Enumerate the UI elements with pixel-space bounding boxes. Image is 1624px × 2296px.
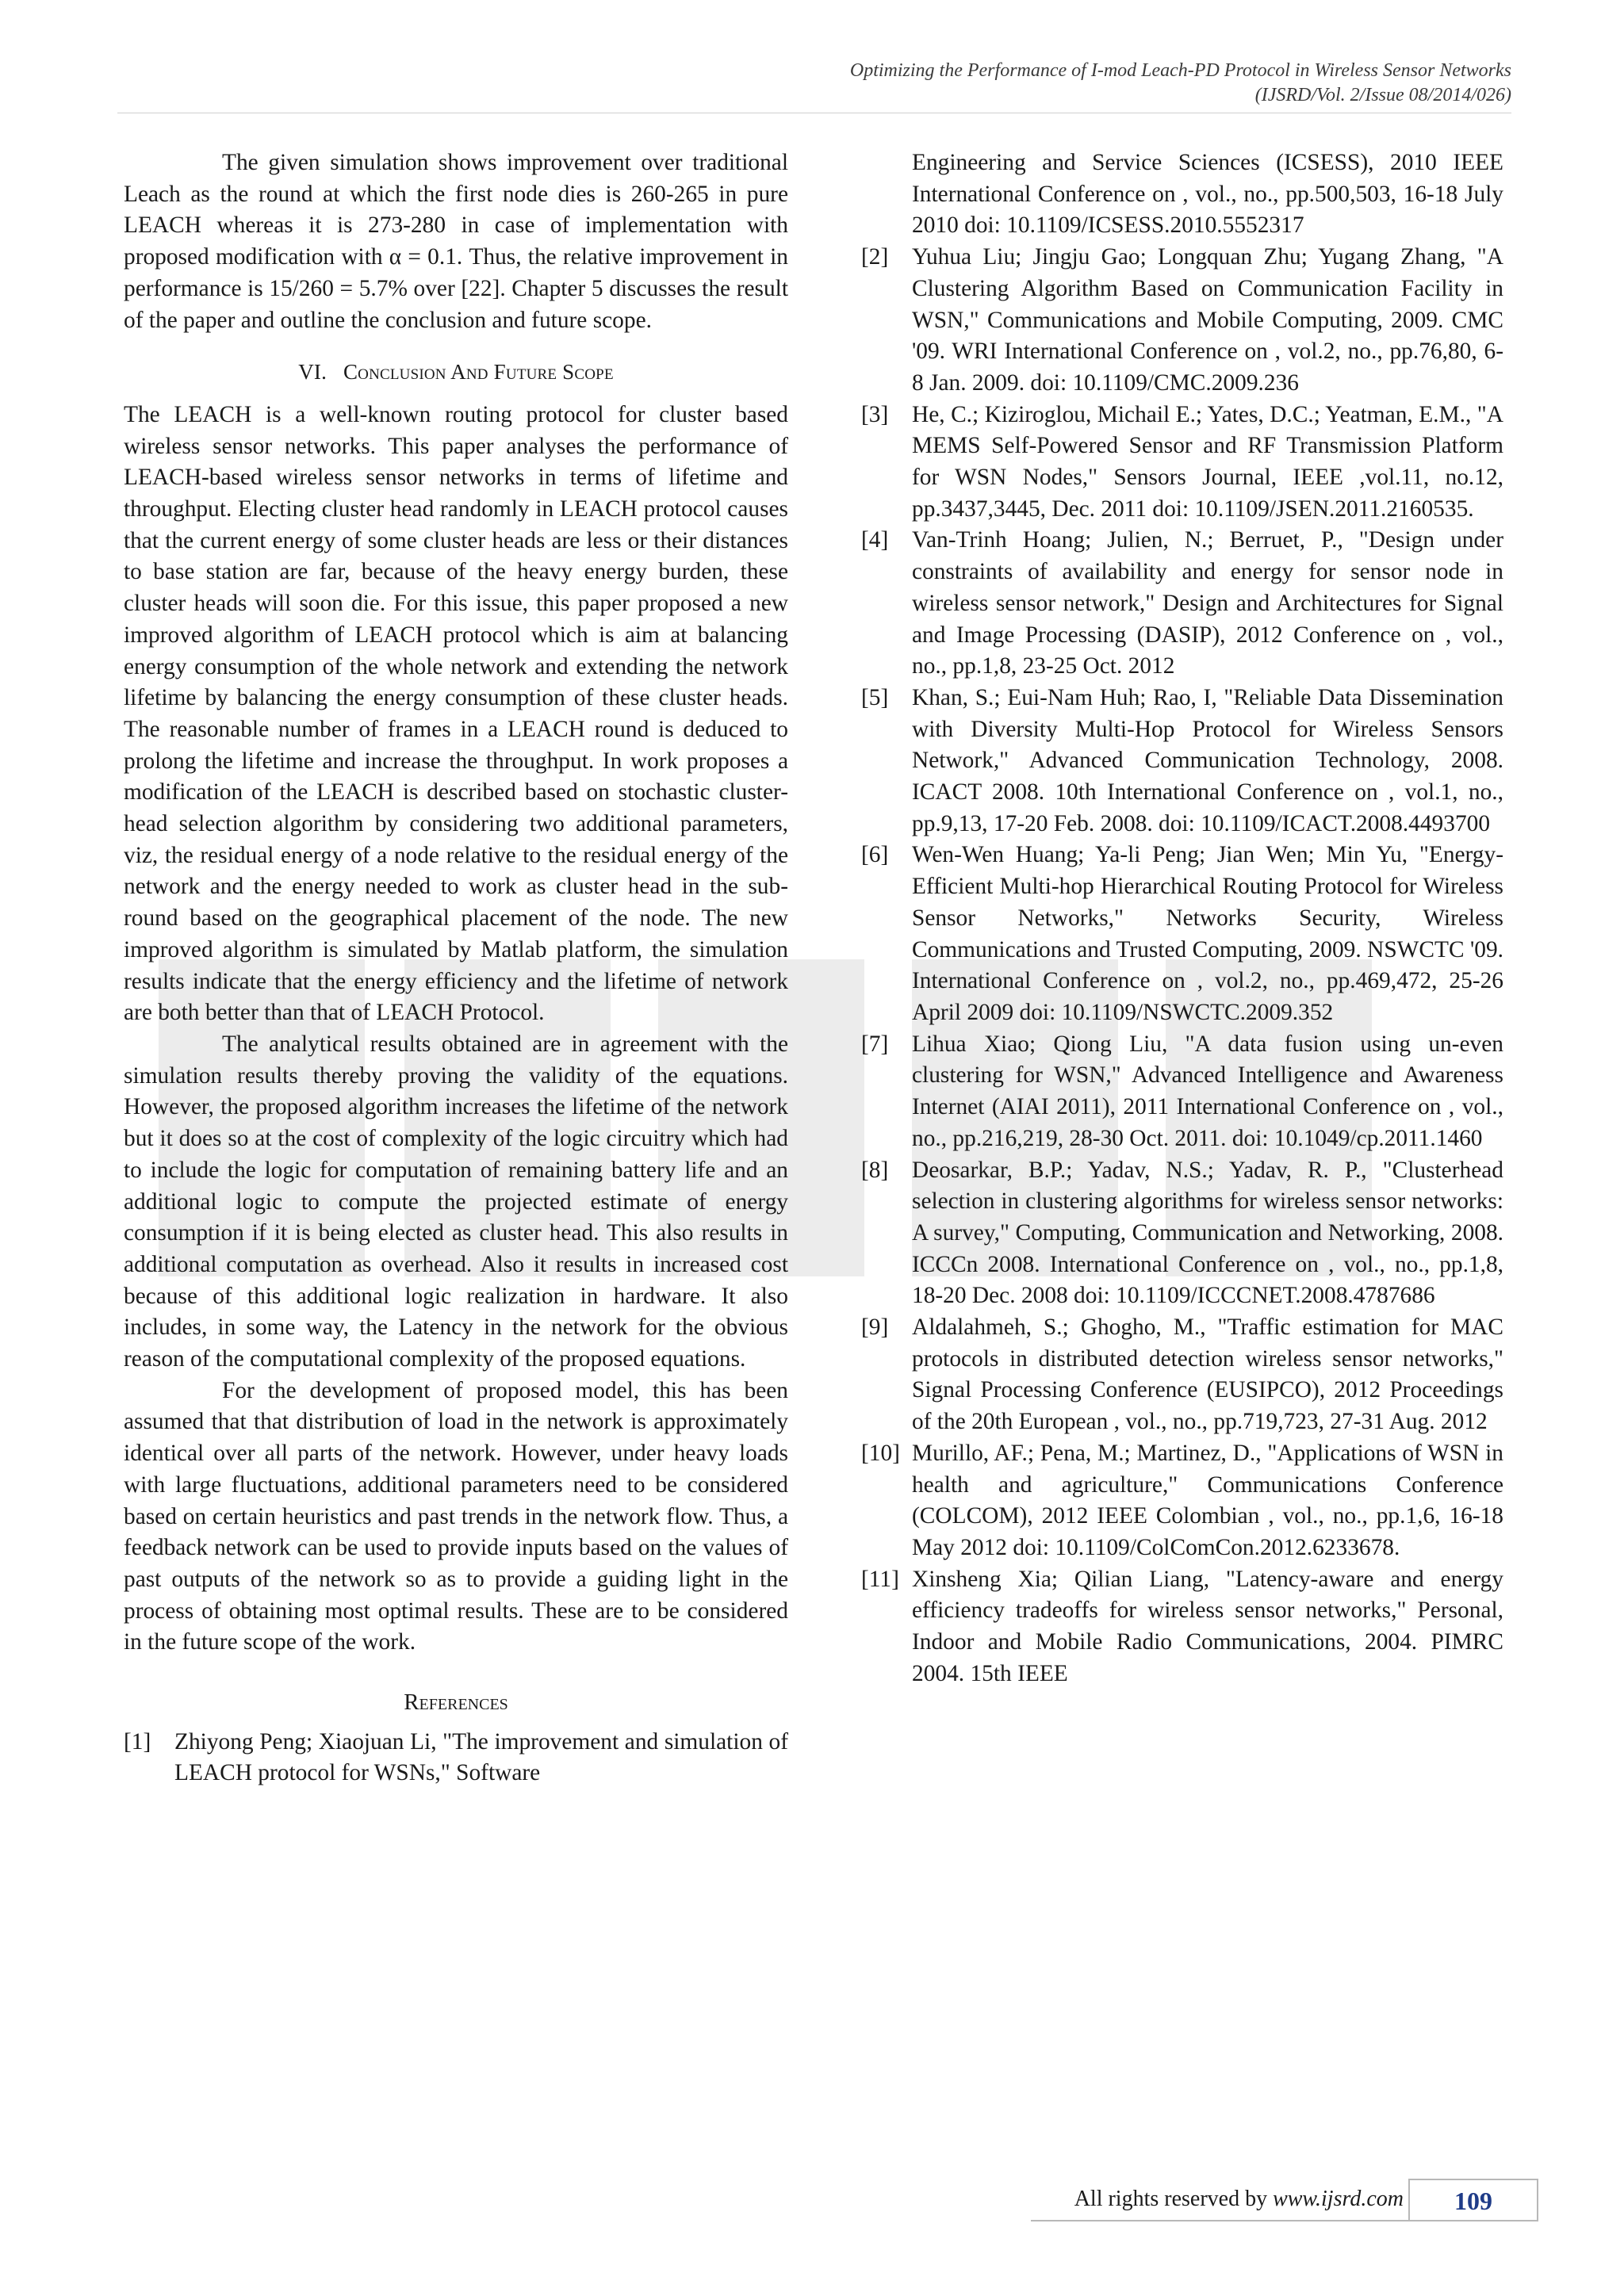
- body-paragraph: For the development of proposed model, this has been assumed that that distribution of load in the network is approximately identical over all parts of the network. However, under heavy loads with large fluctuations, additional parameters need to be considered based on certain heuristics and past trends in the network flow. Thus, a feedback network can be used to provide inputs based on the values of past outputs of the network so as to provide a guiding light in the process of obtaining most optimal results. These are to be considered in the future scope of the work.: [124, 1377, 788, 1655]
- references-heading: References: [404, 1689, 508, 1716]
- reference-text: Lihua Xiao; Qiong Liu, "A data fusion using un-even clustering for WSN," Advanced Intelligence and Awareness Internet (AIAI 2011), 2011 International Conference on , vol., no., pp.216,219, 28-30 Oct. 2011. doi: 10.1049/cp.2011.1460: [912, 1031, 1503, 1151]
- reference-item: [861, 400, 1503, 526]
- reference-item: [861, 1029, 1503, 1155]
- section-heading: [124, 357, 788, 388]
- reference-number: [10]: [861, 1440, 900, 1466]
- reference-continuation: Engineering and Service Sciences (ICSESS), 2010 IEEE International Conference on , vol., no., pp.500,503, 16-18 July 2010 doi: 10.1109/ICSESS.2010.5552317: [912, 150, 1503, 239]
- reference-item: [124, 1727, 788, 1789]
- reference-number: [1]: [124, 1728, 151, 1755]
- page-number: 109: [1408, 2179, 1538, 2221]
- reference-item: [861, 242, 1503, 400]
- section-number: VI.: [298, 360, 327, 385]
- reference-number: [7]: [861, 1031, 889, 1057]
- reference-text: He, C.; Kiziroglou, Michail E.; Yates, D.C.; Yeatman, E.M., "A MEMS Self-Powered Sensor and RF Transmission Platform for WSN Nodes," Sensors Journal, IEEE ,vol.11, no.12, pp.3437,3445, Dec. 2011 doi: 10.1109/JSEN.2011.2160535.: [912, 401, 1503, 522]
- left-column: [124, 147, 788, 1789]
- header-issue: (IJSRD/Vol. 2/Issue 08/2014/026): [1254, 85, 1511, 105]
- footer-rights: All rights reserved by: [1074, 2187, 1268, 2211]
- reference-item: [861, 683, 1503, 840]
- body-paragraph: The given simulation shows improvement over traditional Leach as the round at which the first node dies is 260-265 in pure LEACH whereas it is 273-280 in case of implementation with proposed modification with α = 0.1. Thus, the relative improvement in performance is 15/260 = 5.7% over [22]. Chapter 5 discusses the result of the paper and outline the conclusion and future scope.: [124, 150, 788, 333]
- reference-number: [6]: [861, 842, 889, 868]
- footer-credit: [1074, 2187, 1404, 2212]
- right-column: [861, 147, 1503, 1689]
- reference-text: Khan, S.; Eui-Nam Huh; Rao, I, "Reliable Data Dissemination with Diversity Multi-Hop Protocol for Wireless Sensors Network," Advanced Communication Technology, 2008. ICACT 2008. 10th International Conference on , vol.1, no., pp.9,13, 17-20 Feb. 2008. doi: 10.1109/ICACT.2008.4493700: [912, 684, 1503, 836]
- running-header: [850, 59, 1511, 108]
- reference-item: [861, 840, 1503, 1028]
- reference-item: [861, 1155, 1503, 1313]
- reference-text: Wen-Wen Huang; Ya-li Peng; Jian Wen; Min Yu, "Energy-Efficient Multi-hop Hierarchical Routing Protocol for Wireless Sensor Networks," Networks Security, Wireless Communications and Trusted Computing, 2009. NSWCTC '09. International Conference on , vol.2, no., pp.469,472, 25-26 April 2009 doi: 10.1109/NSWCTC.2009.352: [912, 842, 1503, 1025]
- page-footer: [1031, 2179, 1538, 2221]
- reference-number: [9]: [861, 1314, 889, 1341]
- reference-number: [8]: [861, 1157, 889, 1183]
- reference-item: [861, 1438, 1503, 1564]
- body-paragraph: The LEACH is a well-known routing protocol for cluster based wireless sensor networks. This paper analyses the performance of LEACH-based wireless sensor networks in terms of lifetime and throughput. Electing cluster head randomly in LEACH protocol causes that the current energy of some cluster heads are less or their distances to base station are far, because of the heavy energy burden, these cluster heads will soon die. For this issue, this paper proposed a new improved algorithm of LEACH protocol which is aim at balancing energy consumption of the whole network and extending the network lifetime by balancing the energy consumption of these cluster heads. The reasonable number of frames in a LEACH round is deduced to prolong the lifetime and increase the throughput. In work proposes a modification of the LEACH is described based on stochastic cluster-head selection algorithm by considering two additional parameters, viz, the residual energy of a node relative to the residual energy of the network and the energy needed to work as cluster head in the sub-round based on the geographical placement of the node. The new improved algorithm is simulated by Matlab platform, the simulation results indicate that the energy efficiency and the lifetime of network are both better than that of LEACH Protocol.: [124, 401, 788, 1026]
- reference-number: [11]: [861, 1566, 899, 1592]
- reference-text: Zhiyong Peng; Xiaojuan Li, "The improvement and simulation of LEACH protocol for WSNs," Software: [174, 1728, 788, 1786]
- reference-text: Van-Trinh Hoang; Julien, N.; Berruet, P., "Design under constraints of availability and energy for sensor node in wireless sensor network," Design and Architectures for Signal and Image Processing (DASIP), 2012 Conference on , vol., no., pp.1,8, 23-25 Oct. 2012: [912, 527, 1503, 679]
- reference-text: Aldalahmeh, S.; Ghogho, M., "Traffic estimation for MAC protocols in distributed detection wireless sensor networks," Signal Processing Conference (EUSIPCO), 2012 Proceedings of the 20th European , vol., no., pp.719,723, 27-31 Aug. 2012: [912, 1314, 1503, 1435]
- reference-text: Murillo, AF.; Pena, M.; Martinez, D., "Applications of WSN in health and agriculture," Communications Conference (COLCOM), 2012 IEEE Colombian , vol., no., pp.1,6, 16-18 May 2012 doi: 10.1109/ColComCon.2012.6233678.: [912, 1440, 1503, 1560]
- reference-number: [5]: [861, 684, 889, 710]
- reference-text: Deosarkar, B.P.; Yadav, N.S.; Yadav, R. P., "Clusterhead selection in clustering algorithms for wireless sensor networks: A survey," Computing, Communication and Networking, 2008. ICCCn 2008. International Conference on , vol., no., pp.1,8, 18-20 Dec. 2008 doi: 10.1109/ICCCNET.2008.4787686: [912, 1157, 1503, 1309]
- header-title: Optimizing the Performance of I-mod Leach-PD Protocol in Wireless Sensor Networks: [849, 60, 1511, 81]
- reference-item: [861, 1312, 1503, 1438]
- reference-number: [2]: [861, 244, 889, 270]
- footer-url-link[interactable]: www.ijsrd.com: [1273, 2187, 1404, 2211]
- body-paragraph: The analytical results obtained are in agreement with the simulation results thereby proving the validity of the equations. However, the proposed algorithm increases the lifetime of the network but it does so at the cost of complexity of the logic circuitry which had to include the logic for computation of remaining battery life and an additional logic to compute the projected estimate of energy consumption if it is being elected as cluster head. This also results in additional computation as overhead. Also it results in increased cost because of this additional logic realization in hardware. It also includes, in some way, the Latency in the network for the obvious reason of the computational complexity of the proposed equations.: [124, 1031, 788, 1372]
- reference-number: [3]: [861, 401, 889, 427]
- reference-item: [861, 1564, 1503, 1690]
- reference-number: [4]: [861, 527, 889, 553]
- section-title: Conclusion And Future Scope: [343, 360, 614, 385]
- reference-text: Xinsheng Xia; Qilian Liang, "Latency-aware and energy efficiency tradeoffs for wireless sensor networks," Personal, Indoor and Mobile Radio Communications, 2004. PIMRC 2004. 15th IEEE: [912, 1566, 1503, 1686]
- reference-item: [861, 525, 1503, 683]
- reference-text: Yuhua Liu; Jingju Gao; Longquan Zhu; Yugang Zhang, "A Clustering Algorithm Based on Communication Facility in WSN," Communications and Mobile Computing, 2009. CMC '09. WRI International Conference on , vol.2, no., pp.76,80, 6-8 Jan. 2009. doi: 10.1109/CMC.2009.236: [912, 244, 1503, 396]
